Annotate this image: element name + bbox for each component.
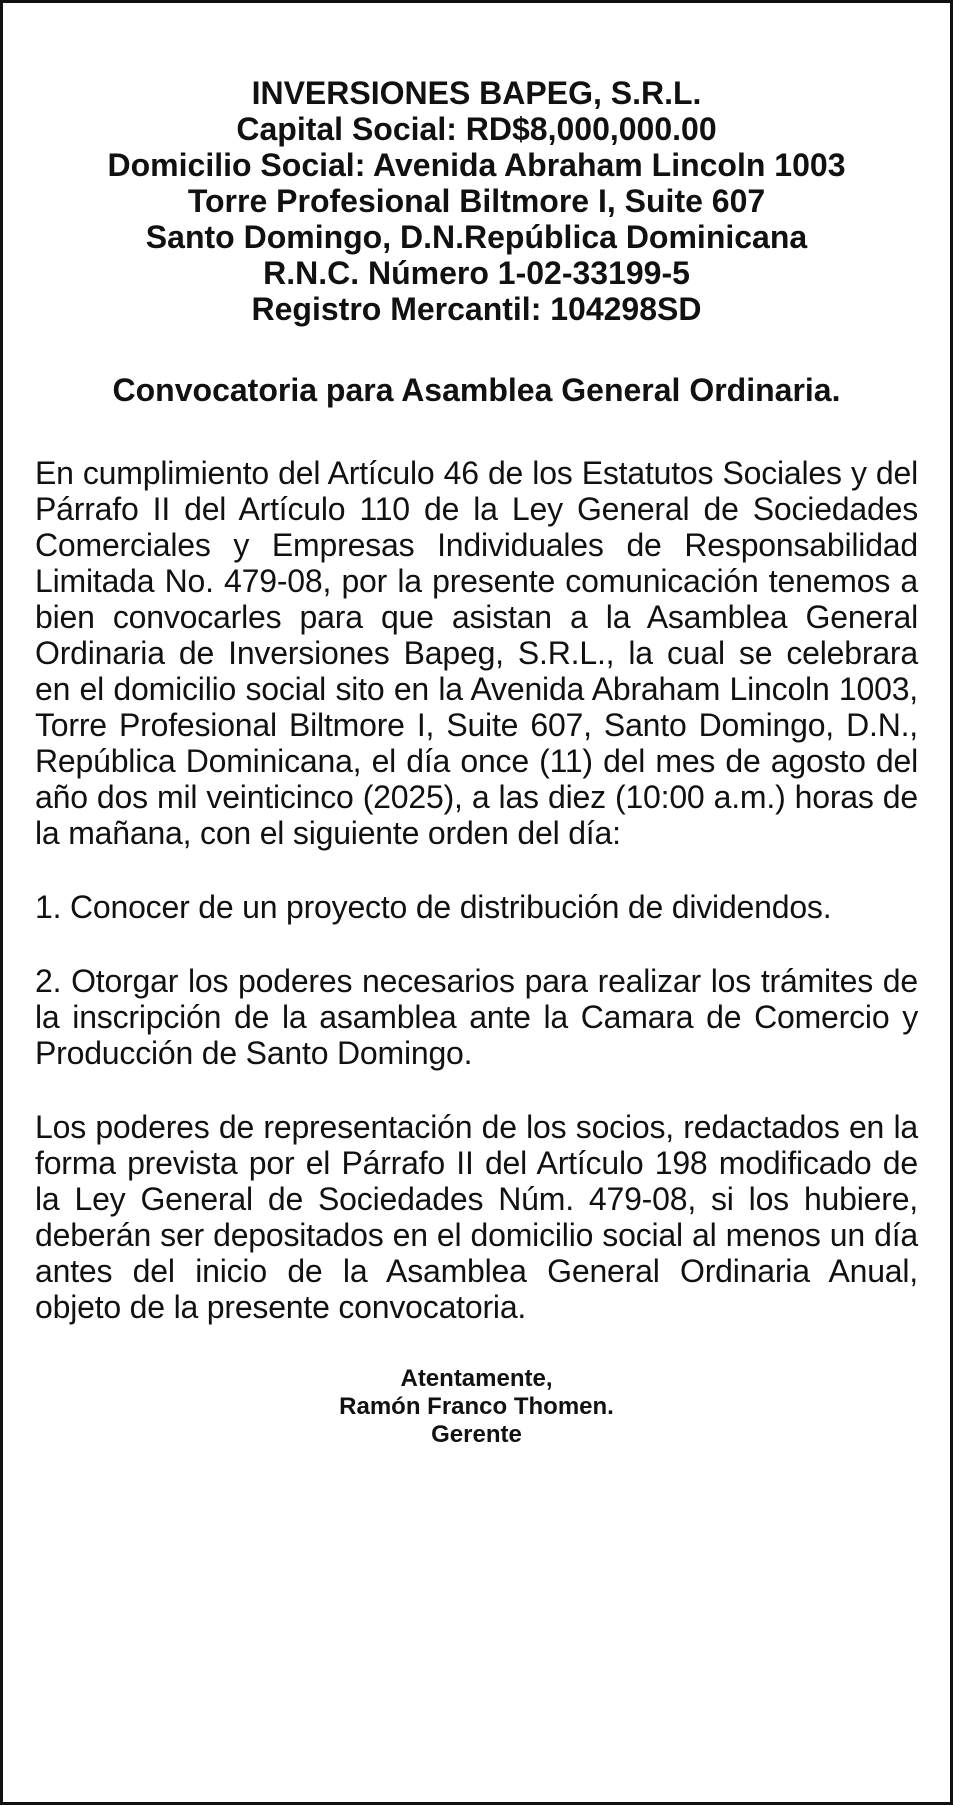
salutation: Atentamente, bbox=[400, 1365, 553, 1392]
company-header bbox=[35, 75, 918, 327]
address-line-1: Domicilio Social: Avenida Abraham Lincoln 1003 bbox=[107, 147, 846, 183]
closing-paragraph: Los poderes de representación de los socios, redactados en la forma prevista por el Párrafo II del Artículo 198 modificado de la Ley General de Sociedades Núm. 479-08, si los hubiere, deberán ser depositados en el domicilio social al menos un día antes del inicio de la Asamblea General Ordinaria Anual, objeto de la presente convocatoria. bbox=[35, 1109, 918, 1325]
company-name: INVERSIONES BAPEG, S.R.L. bbox=[251, 75, 702, 111]
signature-block bbox=[35, 1365, 918, 1449]
address-line-3: Santo Domingo, D.N.República Dominicana bbox=[145, 219, 808, 255]
capital-social: Capital Social: RD$8,000,000.00 bbox=[236, 111, 717, 147]
address-line-2: Torre Profesional Biltmore I, Suite 607 bbox=[187, 183, 766, 219]
signer-name: Ramón Franco Thomen. bbox=[339, 1393, 614, 1420]
signer-role: Gerente bbox=[431, 1421, 522, 1448]
notice-body bbox=[35, 455, 918, 1325]
agenda-item-1: 1. Conocer de un proyecto de distribución de dividendos. bbox=[35, 889, 832, 925]
notice-title: Convocatoria para Asamblea General Ordinaria. bbox=[112, 372, 841, 408]
intro-paragraph: En cumplimiento del Artículo 46 de los Estatutos Sociales y del Párrafo II del Artículo 110 de la Ley General de Sociedades Comerciales y Empresas Individuales de Responsabilidad Limitada No. 479-08, por la presente comunicación tenemos a bien convocarles para que asistan a la Asamblea General Ordinaria de Inversiones Bapeg, S.R.L., la cual se celebrara en el domicilio social sito en la Avenida Abraham Lincoln 1003, Torre Profesional Biltmore I, Suite 607, Santo Domingo, D.N., República Dominicana, el día once (11) del mes de agosto del año dos mil veinticinco (2025), a las diez (10:00 a.m.) horas de la mañana, con el siguiente orden del día: bbox=[35, 455, 918, 851]
rnc-number: R.N.C. Número 1-02-33199-5 bbox=[263, 255, 690, 291]
registro-mercantil: Registro Mercantil: 104298SD bbox=[251, 291, 702, 327]
agenda-item-2: 2. Otorgar los poderes necesarios para realizar los trámites de la inscripción de la asamblea ante la Camara de Comercio y Producción de Santo Domingo. bbox=[35, 963, 918, 1071]
